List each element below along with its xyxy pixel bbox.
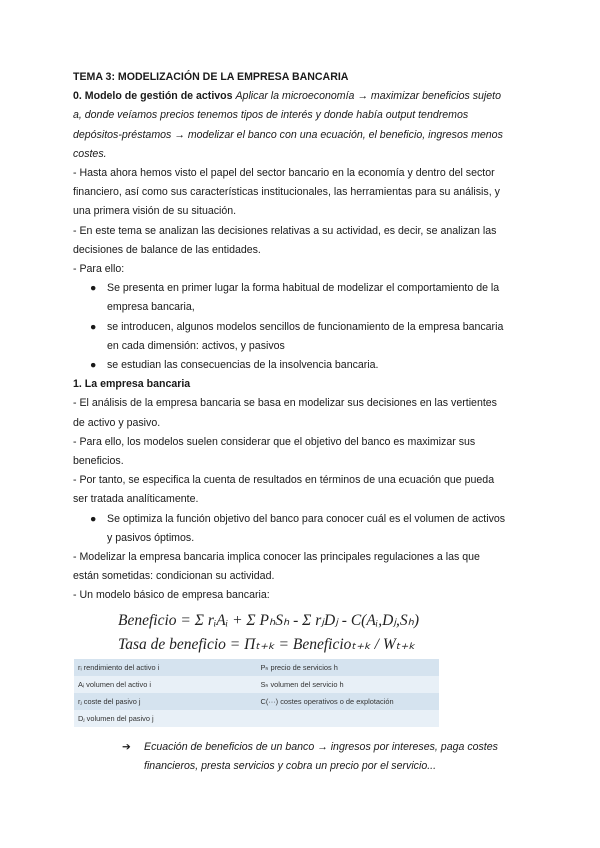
variables-table — [74, 659, 439, 727]
bullet-continuation: empresa bancaria, — [107, 301, 195, 314]
bullet-icon: ● — [90, 282, 97, 295]
bullet-icon: ● — [90, 512, 97, 525]
s1-para2-0: - Para ello, los modelos suelen considerar que el objetivo del banco es maximizar sus — [73, 435, 476, 448]
bullet-continuation: en cada dimensión: activos, y pasivos — [107, 339, 285, 352]
table-cell: Dⱼ volumen del pasivo j — [74, 710, 257, 727]
table-cell: rᵢ rendimiento del activo i — [74, 659, 257, 676]
bullet-item — [73, 279, 533, 298]
bullet-continuation: y pasivos óptimos. — [107, 531, 195, 544]
bullet-text: se estudian las consecuencias de la insolvencia bancaria. — [107, 359, 379, 372]
table-cell: Pₕ precio de servicios h — [257, 659, 440, 676]
section0-italic-3: costes. — [73, 147, 107, 160]
bullet-item — [73, 356, 533, 375]
s1-para1-1: de activo y pasivo. — [73, 416, 161, 429]
table-cell: rⱼ coste del pasivo j — [74, 693, 257, 710]
table-row — [74, 693, 439, 710]
bullet-text: Se presenta en primer lugar la forma habitual de modelizar el comportamiento de la — [107, 282, 500, 295]
table-cell: C(···) costes operativos o de explotación — [257, 693, 440, 710]
bullet-icon: ● — [90, 359, 97, 372]
bullet-text: se introducen, algunos modelos sencillos de funcionamiento de la empresa bancaria — [107, 320, 504, 333]
s1-para5: - Un modelo básico de empresa bancaria: — [73, 589, 270, 602]
section1-heading: 1. La empresa bancaria — [73, 378, 191, 391]
section0-heading: 0. Modelo de gestión de activos — [73, 90, 233, 103]
document-title: TEMA 3: MODELIZACIÓN DE LA EMPRESA BANCARIA — [73, 71, 349, 83]
bullet-item — [73, 318, 533, 337]
profit-rate-equation: Tasa de beneficio = Πₜ₊ₖ = Beneficioₜ₊ₖ / Wₜ₊ₖ — [118, 636, 416, 653]
bullet-item — [73, 510, 533, 529]
table-row — [74, 676, 439, 693]
section0-italic-2: depósitos-préstamos → modelizar el banco con una ecuación, el beneficio, ingresos menos — [73, 128, 503, 141]
arrow-note-line-1: financieros, presta servicios y cobra un precio por el servicio... — [144, 760, 437, 773]
table-cell: Sₕ volumen del servicio h — [257, 676, 440, 693]
s1-para4-0: - Modelizar la empresa bancaria implica conocer las principales regulaciones a las que — [73, 551, 480, 564]
bullet-icon: ● — [90, 320, 97, 333]
profit-equation: Beneficio = Σ rᵢAᵢ + Σ PₕSₕ - Σ rⱼDⱼ - C(Aᵢ,Dⱼ,Sₕ) — [118, 612, 420, 629]
s0-para1-2: una primera visión de su situación. — [73, 205, 237, 218]
arrow-note-line-0: Ecuación de beneficios de un banco → ingresos por intereses, paga costes — [144, 741, 498, 753]
table-cell: Aᵢ volumen del activo i — [74, 676, 257, 693]
arrow-right-icon: ➔ — [122, 741, 131, 753]
s1-para2-1: beneficios. — [73, 455, 124, 468]
s0-para1-0: - Hasta ahora hemos visto el papel del sector bancario en la economía y dentro del sector — [73, 167, 495, 180]
section0-italic-1: a, donde veíamos precios tenemos tipos de interés y donde había output tendremos — [73, 109, 469, 122]
s0-para1-1: financiero, así como sus características institucionales, las herramientas para su análisis, y — [73, 186, 500, 199]
section0-italic-0: Aplicar la microeconomía → maximizar beneficios sujeto — [235, 90, 502, 103]
table-row — [74, 710, 439, 727]
table-row — [74, 659, 439, 676]
s0-para3: - Para ello: — [73, 263, 125, 276]
s1-para3-0: - Por tanto, se especifica la cuenta de resultados en términos de una ecuación que pueda — [73, 474, 495, 487]
s1-para3-1: ser tratada analíticamente. — [73, 493, 199, 506]
bullet-text: Se optimiza la función objetivo del banco para conocer cuál es el volumen de activos — [107, 512, 506, 525]
s1-para1-0: - El análisis de la empresa bancaria se basa en modelizar sus decisiones en las vertientes — [73, 397, 497, 410]
section0-first-line — [73, 87, 533, 106]
s0-para2-0: - En este tema se analizan las decisiones relativas a su actividad, es decir, se analizan las — [73, 224, 497, 237]
s1-para4-1: están sometidas: condicionan su actividad. — [73, 570, 275, 583]
arrow-note — [122, 738, 542, 776]
table-cell — [257, 710, 440, 727]
document-body — [73, 68, 533, 606]
s0-para2-1: decisiones de balance de las entidades. — [73, 243, 261, 256]
